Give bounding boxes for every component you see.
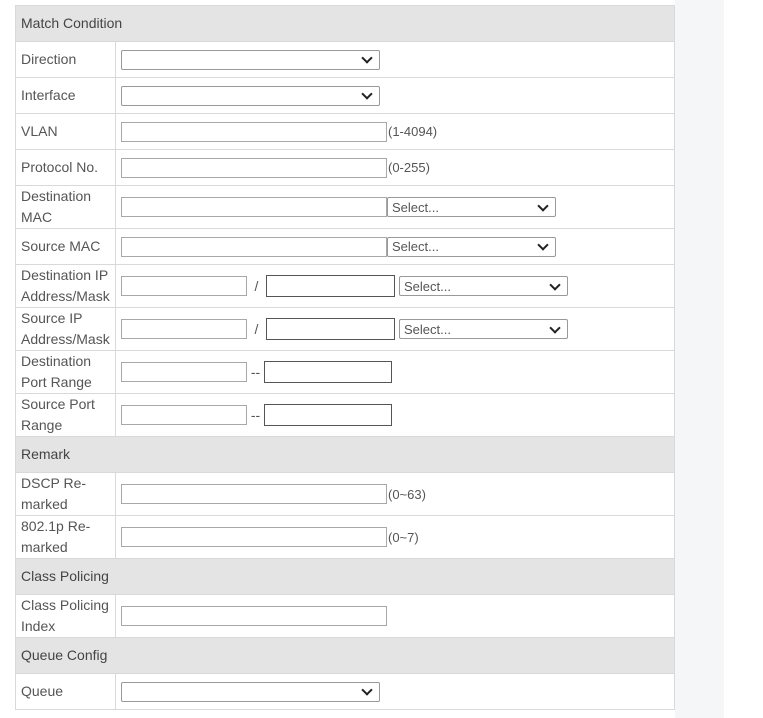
queue-select[interactable] bbox=[121, 682, 380, 702]
source-mac-select[interactable] bbox=[387, 237, 556, 257]
label-line-1: DSCP Re- bbox=[21, 475, 87, 491]
interface-select[interactable] bbox=[121, 86, 380, 106]
dscp-input[interactable] bbox=[121, 484, 387, 504]
class-rule-form bbox=[15, 5, 675, 710]
source-mac-input[interactable] bbox=[121, 237, 387, 257]
destination-mask-input[interactable] bbox=[266, 275, 395, 297]
section-remark bbox=[16, 437, 675, 473]
label-line-2: Range bbox=[21, 417, 63, 433]
row-destination-mac bbox=[16, 186, 675, 229]
source-ip-input[interactable] bbox=[121, 319, 247, 339]
source-ip-select[interactable] bbox=[399, 319, 568, 339]
label-line-2: marked bbox=[21, 496, 68, 512]
destination-port-from-input[interactable] bbox=[121, 362, 247, 382]
section-class-policing bbox=[16, 559, 675, 595]
vlan-input[interactable] bbox=[121, 122, 387, 142]
row-8021p bbox=[16, 516, 675, 559]
source-mask-input[interactable] bbox=[266, 318, 395, 340]
port-range-separator: -- bbox=[250, 406, 261, 423]
section-title: Queue Config bbox=[16, 638, 675, 674]
destination-ip-label bbox=[16, 265, 116, 308]
ip-mask-separator: / bbox=[254, 277, 259, 294]
destination-mac-select-value: Select... bbox=[392, 199, 439, 215]
section-title: Class Policing bbox=[16, 559, 675, 595]
label-line-2: Address/Mask bbox=[21, 331, 110, 347]
destination-mac-label bbox=[16, 186, 116, 229]
source-port-from-input[interactable] bbox=[121, 405, 247, 425]
chevron-down-icon bbox=[361, 52, 372, 63]
queue-label: Queue bbox=[16, 674, 116, 710]
destination-ip-select[interactable] bbox=[399, 276, 568, 296]
port-range-separator: -- bbox=[250, 363, 261, 380]
chevron-down-icon bbox=[549, 322, 560, 333]
source-mac-label: Source MAC bbox=[16, 229, 116, 265]
source-mac-select-value: Select... bbox=[392, 239, 439, 254]
label-line-2: marked bbox=[21, 539, 68, 555]
row-source-ip bbox=[16, 308, 675, 351]
section-queue-config bbox=[16, 638, 675, 674]
row-interface bbox=[16, 78, 675, 114]
label-line-2: Index bbox=[21, 618, 56, 634]
chevron-down-icon bbox=[549, 279, 560, 290]
label-line-1: Class Policing bbox=[21, 597, 109, 613]
row-destination-port bbox=[16, 351, 675, 394]
section-title: Remark bbox=[16, 437, 675, 473]
side-panel bbox=[675, 0, 724, 718]
protocol-hint: (0-255) bbox=[388, 160, 430, 175]
policing-index-label bbox=[16, 595, 116, 638]
label-line-1: Destination bbox=[21, 188, 92, 204]
chevron-down-icon bbox=[361, 88, 372, 99]
8021p-hint: (0~7) bbox=[388, 529, 419, 545]
direction-select[interactable] bbox=[121, 50, 380, 70]
label-line-1: Destination bbox=[21, 353, 92, 369]
label-line-1: 802.1p Re- bbox=[21, 518, 91, 534]
source-ip-select-value: Select... bbox=[404, 321, 451, 337]
chevron-down-icon bbox=[537, 239, 548, 250]
destination-port-label bbox=[16, 351, 116, 394]
section-match-condition bbox=[16, 6, 675, 42]
section-title: Match Condition bbox=[16, 6, 675, 42]
8021p-label bbox=[16, 516, 116, 559]
8021p-input[interactable] bbox=[121, 527, 387, 547]
destination-ip-input[interactable] bbox=[121, 276, 247, 296]
destination-ip-select-value: Select... bbox=[404, 278, 451, 294]
row-source-mac bbox=[16, 229, 675, 265]
chevron-down-icon bbox=[537, 200, 548, 211]
label-line-1: Destination IP bbox=[21, 267, 109, 283]
label-line-1: Source IP bbox=[21, 310, 83, 326]
vlan-hint: (1-4094) bbox=[388, 124, 438, 139]
label-line-2: Address/Mask bbox=[21, 288, 110, 304]
ip-mask-separator: / bbox=[254, 320, 259, 337]
protocol-input[interactable] bbox=[121, 158, 387, 178]
row-direction bbox=[16, 42, 675, 78]
row-destination-ip bbox=[16, 265, 675, 308]
direction-label: Direction bbox=[16, 42, 116, 78]
policing-index-input[interactable] bbox=[121, 606, 387, 626]
source-ip-label bbox=[16, 308, 116, 351]
chevron-down-icon bbox=[361, 684, 372, 695]
vlan-label: VLAN bbox=[16, 114, 116, 150]
source-port-label bbox=[16, 394, 116, 437]
source-port-to-input[interactable] bbox=[264, 404, 392, 426]
label-line-1: Source Port bbox=[21, 396, 95, 412]
row-dscp bbox=[16, 473, 675, 516]
destination-mac-select[interactable] bbox=[387, 197, 556, 217]
row-source-port bbox=[16, 394, 675, 437]
destination-mac-input[interactable] bbox=[121, 197, 387, 217]
row-policing-index bbox=[16, 595, 675, 638]
row-vlan bbox=[16, 114, 675, 150]
destination-port-to-input[interactable] bbox=[264, 361, 392, 383]
row-protocol bbox=[16, 150, 675, 186]
row-queue bbox=[16, 674, 675, 710]
protocol-label: Protocol No. bbox=[16, 150, 116, 186]
label-line-2: Port Range bbox=[21, 374, 92, 390]
label-line-2: MAC bbox=[21, 209, 53, 225]
dscp-label bbox=[16, 473, 116, 516]
interface-label: Interface bbox=[16, 78, 116, 114]
dscp-hint: (0~63) bbox=[388, 486, 426, 502]
